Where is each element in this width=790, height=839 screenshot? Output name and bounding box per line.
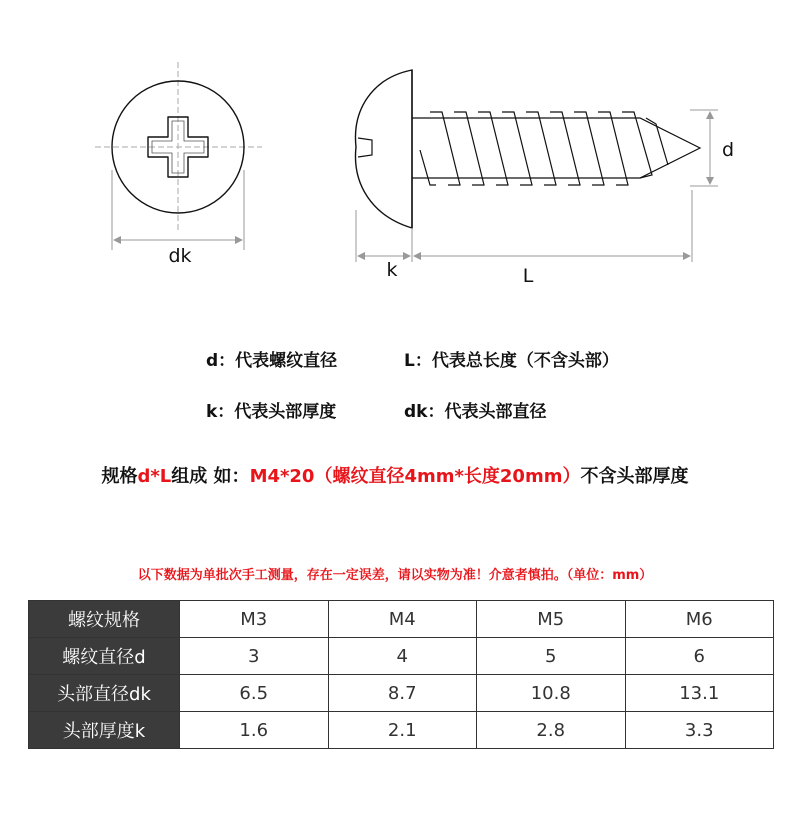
row-header: 螺纹直径d — [29, 638, 180, 675]
spec-example-line — [0, 462, 790, 488]
table-cell: M4 — [328, 601, 477, 638]
dim-k-label: k — [386, 259, 398, 281]
table-cell: 8.7 — [328, 675, 477, 712]
dim-dk-label: dk — [168, 245, 192, 267]
legend-k: k：代表头部厚度 — [206, 402, 337, 422]
row-header: 头部厚度k — [29, 712, 180, 749]
table-cell: 3 — [180, 638, 329, 675]
table-cell: 6 — [625, 638, 774, 675]
d-dimension — [690, 110, 718, 186]
L-dimension — [414, 190, 692, 262]
legend-L: L：代表总长度（不含头部） — [404, 351, 619, 371]
table-cell: 10.8 — [477, 675, 626, 712]
spec-part4: M4*20（螺纹直径4mm*长度20mm） — [249, 466, 581, 487]
spec-part2: d*L — [137, 466, 172, 487]
screw-side-view — [355, 70, 700, 228]
measurement-note: 以下数据为单批次手工测量，存在一定误差，请以实物为准！介意者慎拍。（单位：mm） — [137, 568, 653, 583]
table-cell: M3 — [180, 601, 329, 638]
row-header: 螺纹规格 — [29, 601, 180, 638]
spec-part1: 规格 — [101, 466, 138, 487]
table-cell: 4 — [328, 638, 477, 675]
dim-L-label: L — [522, 265, 534, 287]
table-cell: M5 — [477, 601, 626, 638]
table-row — [29, 638, 774, 675]
table-cell: 5 — [477, 638, 626, 675]
legend-dk: dk：代表头部直径 — [404, 402, 547, 422]
table-cell: 6.5 — [180, 675, 329, 712]
row-header: 头部直径dk — [29, 675, 180, 712]
spec-table — [28, 600, 774, 749]
table-row — [29, 675, 774, 712]
dim-d-label: d — [721, 139, 735, 161]
table-cell: 1.6 — [180, 712, 329, 749]
screw-dimension-diagram — [0, 0, 790, 300]
table-cell: 2.8 — [477, 712, 626, 749]
spec-part3: 组成 如： — [171, 466, 250, 487]
table-row — [29, 712, 774, 749]
table-cell: 2.1 — [328, 712, 477, 749]
spec-part5: 不含头部厚度 — [580, 466, 689, 487]
table-row — [29, 601, 774, 638]
table-cell: 3.3 — [625, 712, 774, 749]
head-top-view — [95, 62, 262, 230]
table-cell: 13.1 — [625, 675, 774, 712]
table-cell: M6 — [625, 601, 774, 638]
legend-d: d：代表螺纹直径 — [206, 351, 338, 371]
